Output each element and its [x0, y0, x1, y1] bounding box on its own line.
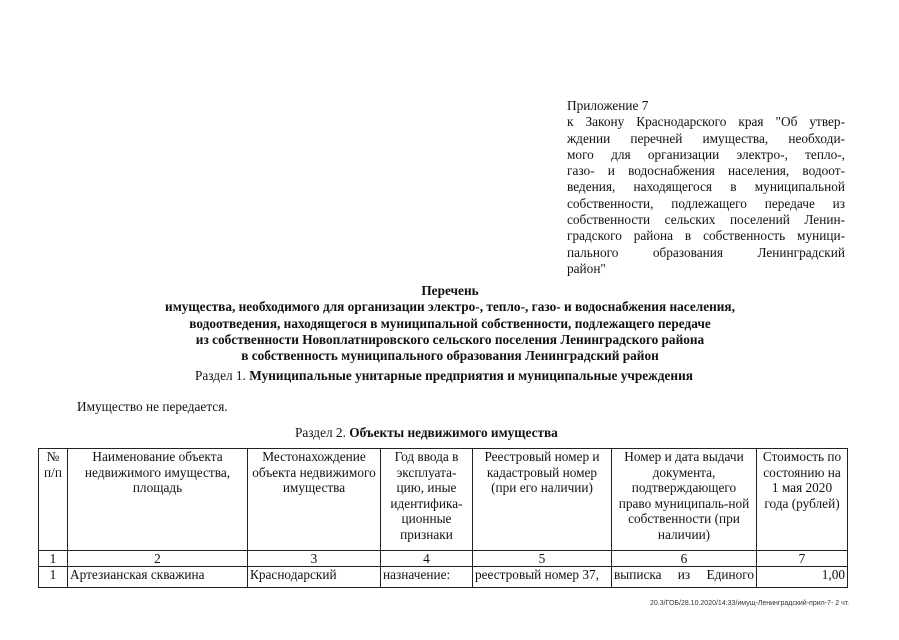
- row-name-cell: Артезианская скважина: [68, 567, 248, 588]
- table-row: [39, 567, 848, 588]
- appendix-line: ведения, находящегося в муниципальной: [567, 179, 845, 195]
- header-cell-document: Номер и дата выдачи документа, подтверждающего право муниципаль-ной собственности (при наличии): [612, 449, 757, 551]
- table-header-row: [39, 449, 848, 551]
- row-cost-cell: 1,00: [757, 567, 848, 588]
- column-number: 1: [39, 551, 68, 567]
- title-line: имущества, необходимого для организации электро-, тепло-, газо- и водоснабжения населения,: [165, 299, 735, 315]
- column-number: 6: [612, 551, 757, 567]
- appendix-line: собственности, подлежащего передаче из: [567, 195, 845, 211]
- row-document-cell: выписка из Единого: [612, 567, 757, 588]
- section-2-heading: [295, 425, 558, 441]
- section-2-title: Объекты недвижимого имущества: [349, 425, 558, 440]
- appendix-line: градского района в собственность муници-: [567, 228, 845, 244]
- header-cell-name: Наименование объекта недвижимого имущества, площадь: [68, 449, 248, 551]
- column-number: 2: [68, 551, 248, 567]
- row-registry-cell: реестровый номер 37,: [473, 567, 612, 588]
- row-number-cell: 1: [39, 567, 68, 588]
- title-line: водоотведения, находящегося в муниципальной собственности, подлежащего передаче: [189, 315, 711, 331]
- title-line: из собственности Новоплатнировского сельского поселения Ленинградского района: [195, 331, 705, 347]
- row-year-cell: назначение:: [381, 567, 473, 588]
- header-cell-location: Местонахождение объекта недвижимого имущества: [248, 449, 381, 551]
- appendix-block: [567, 98, 845, 277]
- header-cell-number: № п/п: [39, 449, 68, 551]
- header-cell-year: Год ввода в эксплуата-цию, иные идентифика-ционные признаки: [381, 449, 473, 551]
- document-title: [100, 283, 800, 364]
- row-location-cell: Краснодарский: [248, 567, 381, 588]
- appendix-line: мого для организации электро-, тепло-,: [567, 146, 845, 162]
- column-number: 4: [381, 551, 473, 567]
- column-number: 5: [473, 551, 612, 567]
- section-2-prefix: Раздел 2.: [295, 425, 350, 440]
- appendix-line: собственности сельских поселений Ленин-: [567, 212, 845, 228]
- section-1-heading: [195, 368, 693, 384]
- section-1-note: Имущество не передается.: [77, 399, 228, 414]
- footer-reference: 20.3/ГОБ/28.10.2020/14:33/имущ-Ленинградский-прил-7- 2 чт.: [650, 600, 850, 607]
- title-line: в собственность муниципального образования Ленинградский район: [241, 348, 659, 364]
- header-cell-cost: Стоимость по состоянию на 1 мая 2020 года (рублей): [757, 449, 848, 551]
- appendix-line: газо- и водоснабжения населения, водоот-: [567, 163, 845, 179]
- column-number: 7: [757, 551, 848, 567]
- title-heading: Перечень: [421, 283, 479, 298]
- table-column-number-row: [39, 551, 848, 567]
- appendix-line: Приложение 7: [567, 98, 649, 113]
- appendix-line: ждении перечней имущества, необходи-: [567, 130, 845, 146]
- column-number: 3: [248, 551, 381, 567]
- property-table: [38, 448, 848, 588]
- appendix-line: район": [567, 260, 606, 276]
- appendix-line: пального образования Ленинградский: [567, 244, 845, 260]
- section-1-title: Муниципальные унитарные предприятия и муниципальные учреждения: [249, 368, 693, 383]
- appendix-line: к Закону Краснодарского края "Об утвер-: [567, 114, 845, 130]
- section-1-prefix: Раздел 1.: [195, 368, 250, 383]
- header-cell-registry: Реестровый номер и кадастровый номер (при его наличии): [473, 449, 612, 551]
